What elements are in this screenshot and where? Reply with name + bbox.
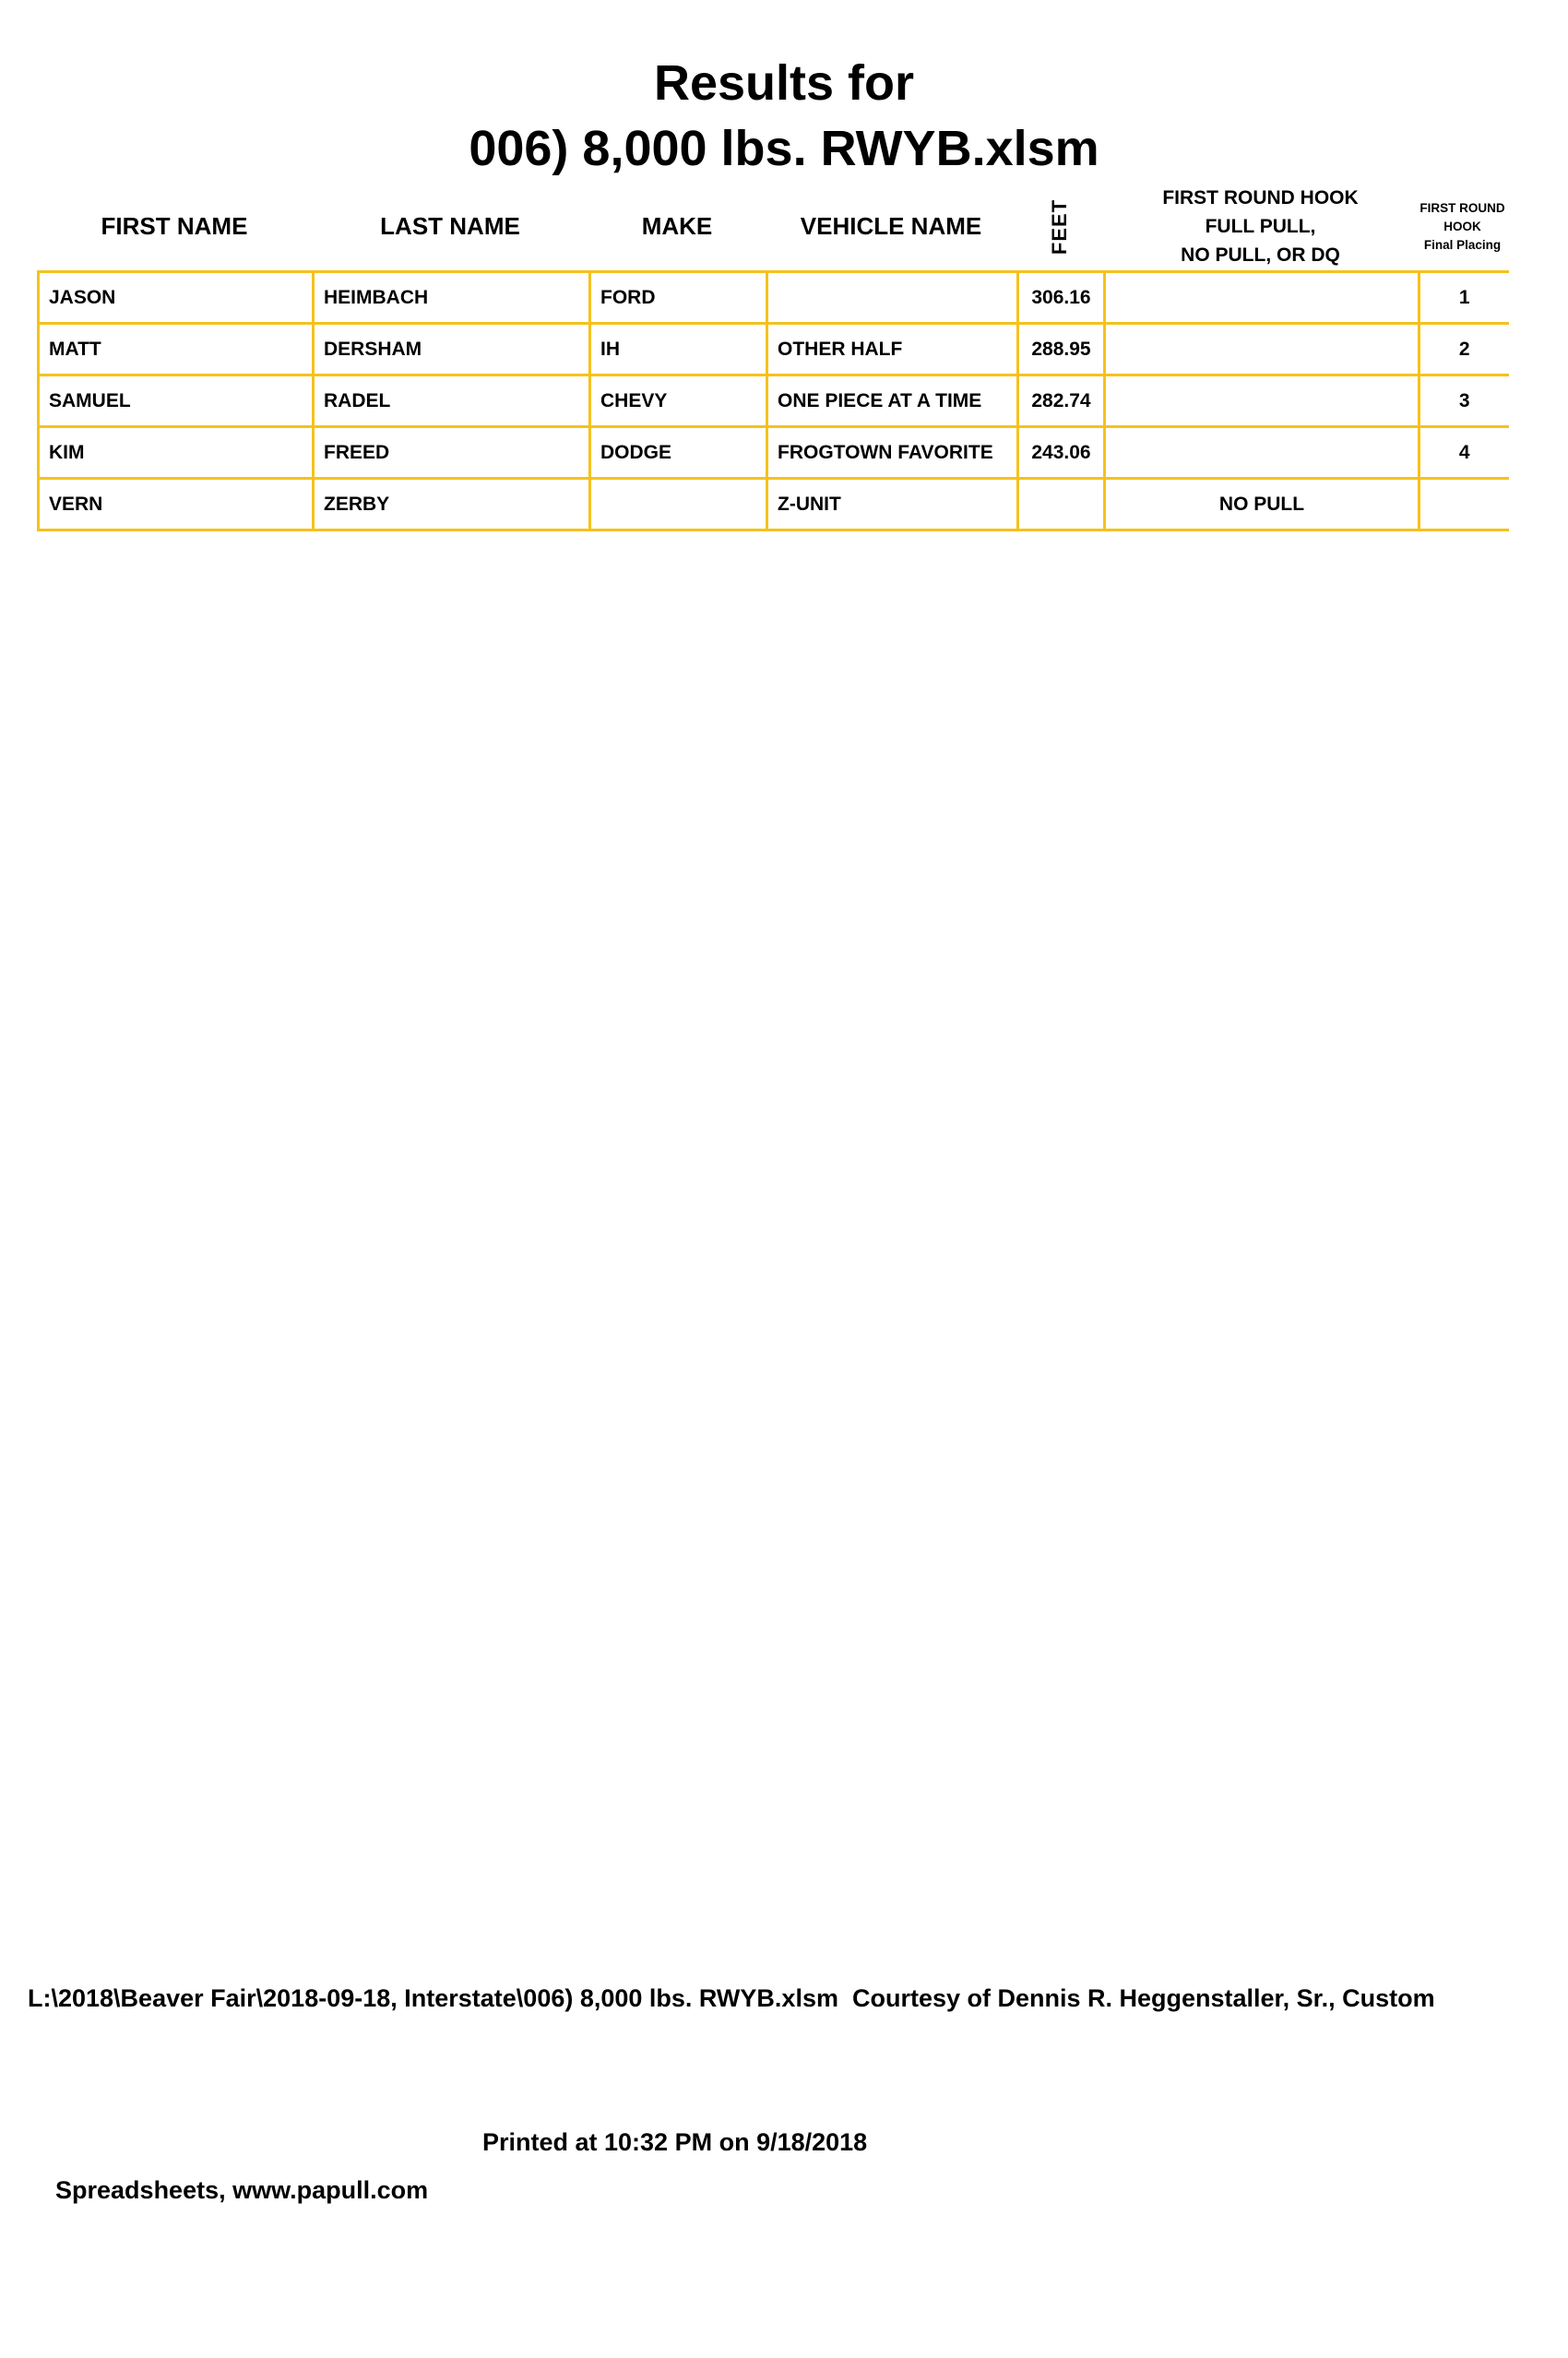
column-header-first-name: FIRST NAME — [101, 212, 248, 240]
cell-hook-result — [1105, 324, 1420, 375]
page-subtitle-filename: 006) 8,000 lbs. RWYB.xlsm — [469, 121, 1099, 176]
cell-make: CHEVY — [590, 375, 767, 427]
cell-vehicle-name: FROGTOWN FAVORITE — [767, 427, 1018, 479]
cell-make: IH — [590, 324, 767, 375]
cell-last-name: HEIMBACH — [314, 272, 590, 324]
cell-feet: 288.95 — [1018, 324, 1105, 375]
cell-vehicle-name: Z-UNIT — [767, 479, 1018, 530]
cell-final-placing: 4 — [1420, 427, 1509, 479]
cell-last-name: FREED — [314, 427, 590, 479]
column-header-vehicle-name: VEHICLE NAME — [800, 212, 982, 240]
cell-final-placing: 1 — [1420, 272, 1509, 324]
cell-last-name: RADEL — [314, 375, 590, 427]
table-row — [39, 479, 1509, 530]
page-title: Results for — [653, 55, 915, 111]
placing-header-line2: HOOK — [1443, 219, 1481, 233]
table-header-row — [37, 183, 1507, 270]
placing-header-line1: FIRST ROUND — [1420, 200, 1505, 215]
cell-make — [590, 479, 767, 530]
cell-hook-result — [1105, 427, 1420, 479]
footer-website-line: Spreadsheets, www.papull.com — [55, 2176, 429, 2204]
cell-final-placing: 2 — [1420, 324, 1509, 375]
column-header-final-placing — [1418, 183, 1507, 270]
cell-first-name: KIM — [39, 427, 314, 479]
cell-last-name: ZERBY — [314, 479, 590, 530]
cell-first-name: SAMUEL — [39, 375, 314, 427]
cell-first-name: MATT — [39, 324, 314, 375]
cell-hook-result — [1105, 375, 1420, 427]
footer-filepath-line: L:\2018\Beaver Fair\2018-09-18, Interstate\006) 8,000 lbs. RWYB.xlsm Courtesy of Dennis R. Heggenstaller, Sr., Custom — [28, 1984, 1435, 2012]
cell-make: FORD — [590, 272, 767, 324]
hook-header-line2: FULL PULL, — [1205, 216, 1316, 237]
column-header-feet — [1016, 183, 1103, 270]
table-row — [39, 272, 1509, 324]
cell-first-name: JASON — [39, 272, 314, 324]
column-header-first-round-hook — [1103, 183, 1418, 270]
hook-header-line1: FIRST ROUND HOOK — [1162, 187, 1359, 208]
table-row — [39, 427, 1509, 479]
cell-make: DODGE — [590, 427, 767, 479]
cell-hook-result — [1105, 272, 1420, 324]
column-header-make: MAKE — [641, 212, 713, 240]
column-header-last-name: LAST NAME — [380, 212, 520, 240]
cell-final-placing — [1420, 479, 1509, 530]
table-row — [39, 324, 1509, 375]
cell-feet: 282.74 — [1018, 375, 1105, 427]
cell-feet: 243.06 — [1018, 427, 1105, 479]
footer-printed-timestamp: Printed at 10:32 PM on 9/18/2018 — [482, 2128, 868, 2156]
placing-header-line3: Final Placing — [1423, 237, 1502, 252]
hook-header-line3: NO PULL, OR DQ — [1181, 244, 1340, 266]
table-row — [39, 375, 1509, 427]
cell-vehicle-name: ONE PIECE AT A TIME — [767, 375, 1018, 427]
cell-vehicle-name: OTHER HALF — [767, 324, 1018, 375]
cell-feet: 306.16 — [1018, 272, 1105, 324]
cell-vehicle-name — [767, 272, 1018, 324]
cell-feet — [1018, 479, 1105, 530]
cell-hook-result: NO PULL — [1105, 479, 1420, 530]
results-table — [37, 270, 1509, 531]
cell-last-name: DERSHAM — [314, 324, 590, 375]
cell-first-name: VERN — [39, 479, 314, 530]
footer — [28, 1878, 1559, 2358]
cell-final-placing: 3 — [1420, 375, 1509, 427]
feet-rotated-label: FEET — [1047, 198, 1071, 255]
